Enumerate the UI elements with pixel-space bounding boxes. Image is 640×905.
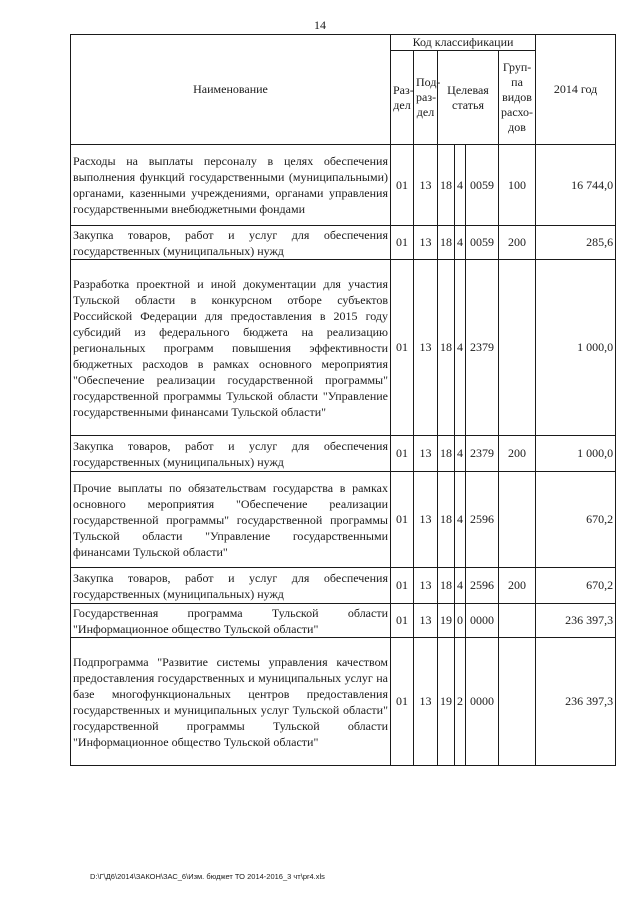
table-row bbox=[71, 226, 616, 260]
row-name: Подпрограмма "Развитие системы управления качеством предоставления государственных и муниципальных услуг на базе многофункциональных центров предоставления государственных и муниципальных услуг Тульской области" государственной программы Тульской области "Информационное общество Тульской области" bbox=[71, 638, 391, 766]
row-subsection: 13 bbox=[414, 226, 438, 260]
table-row bbox=[71, 436, 616, 472]
row-group: 200 bbox=[499, 568, 536, 604]
header-year: 2014 год bbox=[536, 35, 616, 145]
row-section: 01 bbox=[391, 436, 414, 472]
table-row bbox=[71, 568, 616, 604]
row-group bbox=[499, 472, 536, 568]
row-amount: 670,2 bbox=[536, 568, 616, 604]
row-group bbox=[499, 604, 536, 638]
row-section: 01 bbox=[391, 226, 414, 260]
row-target-b: 4 bbox=[455, 260, 466, 436]
file-path-footer: D:\Г\Д6\2014\ЗАКОН\ЗАС_6\Изм. бюджет ТО 2014-2016_3 чт\pr4.xls bbox=[90, 872, 325, 881]
row-subsection: 13 bbox=[414, 145, 438, 226]
budget-table bbox=[70, 34, 616, 766]
row-target-a: 18 bbox=[438, 145, 455, 226]
row-name: Прочие выплаты по обязательствам государства в рамках основного мероприятия "Обеспечение реализации государственной программы" государственной программы Тульской области "Управление государственными финансами Тульской области" bbox=[71, 472, 391, 568]
row-target-b: 4 bbox=[455, 436, 466, 472]
row-target-b: 4 bbox=[455, 226, 466, 260]
row-target-c: 2596 bbox=[466, 472, 499, 568]
row-target-a: 19 bbox=[438, 638, 455, 766]
row-target-a: 18 bbox=[438, 260, 455, 436]
row-name: Закупка товаров, работ и услуг для обеспечения государственных (муниципальных) нужд bbox=[71, 568, 391, 604]
row-name: Государственная программа Тульской области "Информационное общество Тульской области" bbox=[71, 604, 391, 638]
row-section: 01 bbox=[391, 260, 414, 436]
row-subsection: 13 bbox=[414, 260, 438, 436]
row-group: 100 bbox=[499, 145, 536, 226]
row-target-c: 0059 bbox=[466, 226, 499, 260]
header-section: Раз-дел bbox=[391, 51, 414, 145]
row-name: Разработка проектной и иной документации для участия Тульской области в конкурсном отборе субъектов Российской Федерации для предоставления в 2015 году субсидий из федерального бюджета на реализацию региональных программ повышения эффективности бюджетных расходов в рамках основного мероприятия "Обеспечение реализации государственной программы" государственной программы Тульской области "Управление государственными финансами Тульской области" bbox=[71, 260, 391, 436]
row-amount: 16 744,0 bbox=[536, 145, 616, 226]
table-row bbox=[71, 260, 616, 436]
row-section: 01 bbox=[391, 145, 414, 226]
row-target-c: 0000 bbox=[466, 638, 499, 766]
table-row bbox=[71, 638, 616, 766]
row-target-a: 18 bbox=[438, 472, 455, 568]
table-row bbox=[71, 145, 616, 226]
page-number: 14 bbox=[314, 18, 326, 32]
row-target-c: 0059 bbox=[466, 145, 499, 226]
row-target-b: 4 bbox=[455, 145, 466, 226]
header-subsection: Под-раз-дел bbox=[414, 51, 438, 145]
row-target-a: 18 bbox=[438, 436, 455, 472]
row-target-c: 2379 bbox=[466, 436, 499, 472]
row-amount: 1 000,0 bbox=[536, 260, 616, 436]
row-target-b: 0 bbox=[455, 604, 466, 638]
row-amount: 236 397,3 bbox=[536, 638, 616, 766]
row-section: 01 bbox=[391, 472, 414, 568]
row-section: 01 bbox=[391, 638, 414, 766]
row-amount: 285,6 bbox=[536, 226, 616, 260]
row-subsection: 13 bbox=[414, 638, 438, 766]
row-name: Расходы на выплаты персоналу в целях обеспечения выполнения функций государственными (муниципальными) органами, казенными учреждениями, органами управления государственными внебюджетными фондами bbox=[71, 145, 391, 226]
row-target-c: 2596 bbox=[466, 568, 499, 604]
header-target-item: Целевая статья bbox=[438, 51, 499, 145]
header-classification: Код классификации bbox=[391, 35, 536, 51]
row-name: Закупка товаров, работ и услуг для обеспечения государственных (муниципальных) нужд bbox=[71, 226, 391, 260]
row-subsection: 13 bbox=[414, 472, 438, 568]
table-row bbox=[71, 604, 616, 638]
row-section: 01 bbox=[391, 604, 414, 638]
row-target-a: 18 bbox=[438, 568, 455, 604]
row-target-c: 0000 bbox=[466, 604, 499, 638]
row-target-a: 18 bbox=[438, 226, 455, 260]
row-subsection: 13 bbox=[414, 604, 438, 638]
row-section: 01 bbox=[391, 568, 414, 604]
row-target-b: 2 bbox=[455, 638, 466, 766]
row-target-a: 19 bbox=[438, 604, 455, 638]
row-group bbox=[499, 638, 536, 766]
row-group: 200 bbox=[499, 226, 536, 260]
row-amount: 1 000,0 bbox=[536, 436, 616, 472]
row-target-b: 4 bbox=[455, 568, 466, 604]
header-name: Наименование bbox=[71, 35, 391, 145]
table-row bbox=[71, 472, 616, 568]
row-group: 200 bbox=[499, 436, 536, 472]
row-target-c: 2379 bbox=[466, 260, 499, 436]
row-amount: 670,2 bbox=[536, 472, 616, 568]
row-name: Закупка товаров, работ и услуг для обеспечения государственных (муниципальных) нужд bbox=[71, 436, 391, 472]
row-target-b: 4 bbox=[455, 472, 466, 568]
header-expense-group: Груп-па видов расхо-дов bbox=[499, 51, 536, 145]
row-amount: 236 397,3 bbox=[536, 604, 616, 638]
row-group bbox=[499, 260, 536, 436]
row-subsection: 13 bbox=[414, 568, 438, 604]
row-subsection: 13 bbox=[414, 436, 438, 472]
